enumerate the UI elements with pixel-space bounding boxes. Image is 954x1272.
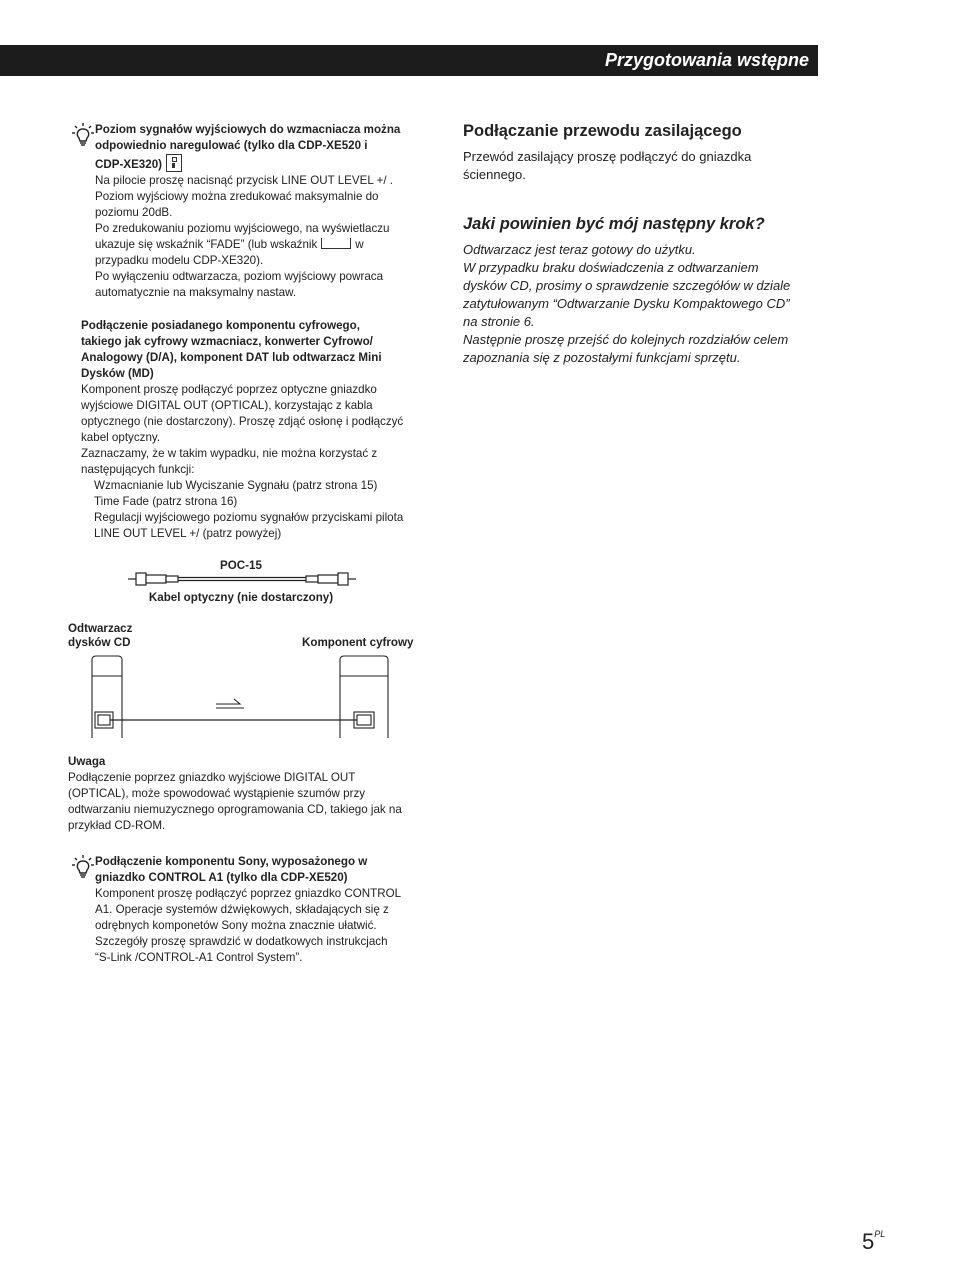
fade-indicator-icon [321,238,351,249]
lightbulb-icon [71,854,95,880]
tip2-heading: gniazdko CONTROL A1 (tylko dla CDP-XE520) [95,871,348,884]
tip-control-a1 [68,854,428,974]
note-title: Uwaga [68,755,106,768]
digital-line: optycznego (nie dostarczony). Proszę zdjąć osłonę i podłączyć [81,415,404,428]
next-step-text: Odtwarzacz jest teraz gotowy do użytku. W przypadku braku doświadczenia z odtwarzaniem dysków CD, prosimy o sprawdzenie szczegółów w dziale zatytułowanym “Odtwarzanie Dysku Kompaktowego CD” na stronie 6. Następnie proszę przejść do kolejnych rozdziałów celem zapoznania się z pozostałymi funkcjami sprzętu. [463,242,791,365]
digital-heading: takiego jak cyfrowy wzmacniacz, konwerter Cyfrowo/ [81,335,373,348]
cable-name: POC-15 [220,559,262,572]
tip1-heading-3: CDP-XE320) [95,154,425,173]
digital-heading: Dysków (MD) [81,367,154,380]
digital-item: LINE OUT LEVEL +/ (patrz powyżej) [94,527,282,540]
digital-item: Time Fade (patrz strona 16) [94,495,238,508]
tip1-line: Poziom wyjściowy można zredukować maksymalnie do [95,190,379,203]
cable-caption: Kabel optyczny (nie dostarczony) [148,591,334,604]
tip1-line: poziomu 20dB. [95,206,173,219]
connection-figure [68,622,428,742]
digital-item: Wzmacnianie lub Wyciszanie Sygnału (patrz strona 15) [94,479,378,492]
power-heading: Podłączanie przewodu zasilającego [463,122,742,140]
tip2-line: A1. Operacje systemów dźwiękowych, składających się z [95,903,389,916]
note-line: (OPTICAL), może spowodować wystąpienie szumów przy [68,787,366,800]
power-text: Przewód zasilający proszę podłączyć do gniazdka ściennego. [463,149,752,182]
note-line: odtwarzaniu niemuzycznego oprogramowania CD, takiego jak na [68,803,402,816]
tip2-heading: Podłączenie komponentu Sony, wyposażonego w [95,855,368,868]
tip2-line: Szczegóły proszę sprawdzić w dodatkowych instrukcjach [95,935,388,948]
connection-diagram [88,654,408,738]
tip1-fade-line: ukazuje się wskaźnik “FADE” (lub wskaźnik w [95,238,364,251]
component-label: Komponent cyfrowy [302,636,414,649]
digital-line: Zaznaczamy, że w takim wypadku, nie można korzystać z [81,447,378,460]
tip1-heading-2: odpowiednio naregulować (tylko dla CDP-XE520 i [95,139,368,152]
tip2-line: odrębnych komponetów Sony można znacznie ułatwić. [95,919,377,932]
optical-cable-icon [128,570,358,588]
tip1-line: Po wyłączeniu odtwarzacza, poziom wyjściowy powraca [95,270,384,283]
remote-icon [166,154,182,172]
digital-line: kabel optyczny. [81,431,161,444]
tip1-line: automatycznie na maksymalny nastaw. [95,286,297,299]
tip1-line: przypadku modelu CDP-XE320). [95,254,264,267]
tip2-line: “S-Link /CONTROL-A1 Control System”. [95,951,303,964]
digital-heading: Analogowy (D/A), komponent DAT lub odtwarzacz Mini [81,351,382,364]
tip1-line: Na pilocie proszę nacisnąć przycisk LINE OUT LEVEL +/ . [95,174,394,187]
digital-line: Komponent proszę podłączyć poprzez optyczne gniazdko [81,383,377,396]
digital-line: następujących funkcji: [81,463,195,476]
right-column [463,120,823,367]
next-step-heading: Jaki powinien być mój następny krok? [463,215,765,233]
digital-heading: Podłączenie posiadanego komponentu cyfrowego, [81,319,360,332]
lightbulb-icon [71,122,95,148]
note-section [68,754,428,834]
player-label: Odtwarzacz dysków CD [68,622,133,649]
note-line: Podłączenie poprzez gniazdko wyjściowe DIGITAL OUT [68,771,356,784]
tip1-line: Po zredukowaniu poziomu wyjściowego, na wyświetlaczu [95,222,390,235]
note-line: przykład CD-ROM. [68,819,166,832]
digital-item: Regulacji wyjściowego poziomu sygnałów przyciskami pilota [94,511,404,524]
digital-section [81,318,426,542]
header-bar [0,45,818,76]
page-number: $5^{PL}$ [862,1229,886,1254]
tip-output-level [68,122,428,302]
tip2-line: Komponent proszę podłączyć poprzez gniazdko CONTROL [95,887,402,900]
tip1-heading-1: Poziom sygnałów wyjściowych do wzmacniacza można [95,123,401,136]
section-title: Przygotowania wstępne [604,50,809,70]
digital-line: wyjściowe DIGITAL OUT (OPTICAL), korzystając z kabla [81,399,373,412]
cable-figure [68,558,428,608]
